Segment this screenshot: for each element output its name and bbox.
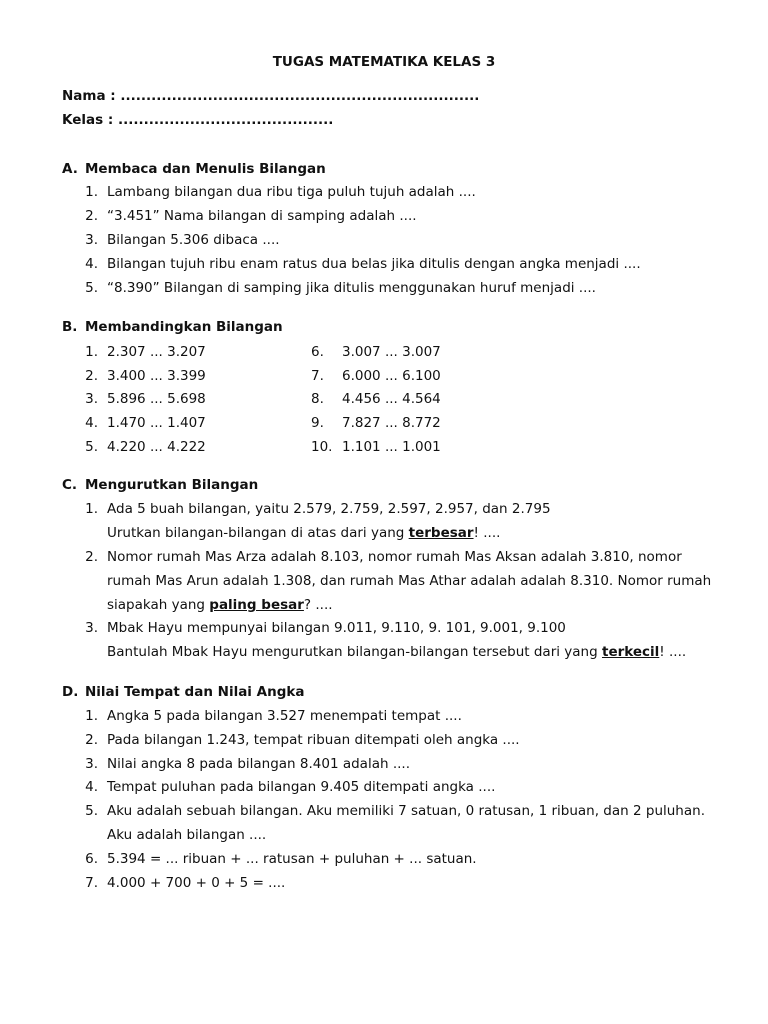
d-item-3-text: Nilai angka 8 pada bilangan 8.401 adalah .... xyxy=(107,756,410,772)
d-item-6-text: 5.394 = ... ribuan + ... ratusan + puluhan + ... satuan. xyxy=(107,851,477,867)
b-item-1-number: 1. xyxy=(85,344,98,360)
c-item-3-line1: Mbak Hayu mempunyai bilangan 9.011, 9.110, 9. 101, 9.001, 9.100 xyxy=(107,620,566,636)
d-item-7-text: 4.000 + 700 + 0 + 5 = .... xyxy=(107,875,286,891)
b-item-7-text: 6.000 ... 6.100 xyxy=(342,368,441,384)
section-c-letter: C. xyxy=(62,477,78,493)
d-item-3-number: 3. xyxy=(85,756,98,772)
d-item-5-number: 5. xyxy=(85,803,98,819)
b-item-3-number: 3. xyxy=(85,391,98,407)
a-item-2-text: “3.451” Nama bilangan di samping adalah .... xyxy=(107,208,417,224)
b-item-9-text: 7.827 ... 8.772 xyxy=(342,415,441,431)
a-item-3-number: 3. xyxy=(85,232,98,248)
b-item-8-text: 4.456 ... 4.564 xyxy=(342,391,441,407)
b-item-2-number: 2. xyxy=(85,368,98,384)
c-item-2-line1: Nomor rumah Mas Arza adalah 8.103, nomor rumah Mas Aksan adalah 3.810, nomor xyxy=(107,549,682,565)
a-item-5-text: “8.390” Bilangan di samping jika ditulis menggunakan huruf menjadi .... xyxy=(107,280,596,296)
b-item-3-text: 5.896 ... 5.698 xyxy=(107,391,206,407)
c-item-1-line2 xyxy=(107,524,500,542)
d-item-4-text: Tempat puluhan pada bilangan 9.405 ditempati angka .... xyxy=(107,779,496,795)
a-item-4-text: Bilangan tujuh ribu enam ratus dua belas jika ditulis dengan angka menjadi .... xyxy=(107,256,641,272)
b-item-6-text: 3.007 ... 3.007 xyxy=(342,344,441,360)
section-a-letter: A. xyxy=(62,161,78,177)
section-d-letter: D. xyxy=(62,684,79,700)
c-item-2-line2: rumah Mas Arun adalah 1.308, dan rumah Mas Athar adalah adalah 8.310. Nomor rumah xyxy=(107,573,712,589)
c-item-2-emphasis: paling besar xyxy=(209,597,304,613)
d-item-1-number: 1. xyxy=(85,708,98,724)
b-item-1-text: 2.307 ... 3.207 xyxy=(107,344,206,360)
kelas-field: Kelas : .......................................... xyxy=(62,112,334,128)
b-item-7-number: 7. xyxy=(311,368,324,384)
section-b-letter: B. xyxy=(62,319,78,335)
section-c-heading: Mengurutkan Bilangan xyxy=(85,477,259,493)
a-item-3-text: Bilangan 5.306 dibaca .... xyxy=(107,232,280,248)
section-d-heading: Nilai Tempat dan Nilai Angka xyxy=(85,684,305,700)
a-item-2-number: 2. xyxy=(85,208,98,224)
c-item-1-number: 1. xyxy=(85,501,98,517)
d-item-7-number: 7. xyxy=(85,875,98,891)
b-item-4-number: 4. xyxy=(85,415,98,431)
section-a-heading: Membaca dan Menulis Bilangan xyxy=(85,161,326,177)
c-item-2-line3-pre: siapakah yang xyxy=(107,597,210,613)
section-b-heading: Membandingkan Bilangan xyxy=(85,319,283,335)
c-item-3-line2-post: ! .... xyxy=(659,644,687,660)
c-item-3-line2-pre: Bantulah Mbak Hayu mengurutkan bilangan-bilangan tersebut dari yang xyxy=(107,644,602,660)
b-item-10-number: 10. xyxy=(311,439,333,455)
c-item-1-line2-pre: Urutkan bilangan-bilangan di atas dari yang xyxy=(107,525,409,541)
page-title: TUGAS MATEMATIKA KELAS 3 xyxy=(272,54,496,70)
nama-field: Nama : ...................................................................... xyxy=(62,88,480,104)
a-item-4-number: 4. xyxy=(85,256,98,272)
d-item-1-text: Angka 5 pada bilangan 3.527 menempati tempat .... xyxy=(107,708,462,724)
b-item-10-text: 1.101 ... 1.001 xyxy=(342,439,441,455)
c-item-2-line3-post: ? .... xyxy=(303,597,333,613)
b-item-2-text: 3.400 ... 3.399 xyxy=(107,368,206,384)
a-item-5-number: 5. xyxy=(85,280,98,296)
c-item-2-number: 2. xyxy=(85,549,98,565)
d-item-2-number: 2. xyxy=(85,732,98,748)
b-item-8-number: 8. xyxy=(311,391,324,407)
b-item-6-number: 6. xyxy=(311,344,324,360)
c-item-2-line3 xyxy=(107,596,333,614)
d-item-2-text: Pada bilangan 1.243, tempat ribuan ditempati oleh angka .... xyxy=(107,732,520,748)
d-item-5-line1: Aku adalah sebuah bilangan. Aku memiliki 7 satuan, 0 ratusan, 1 ribuan, dan 2 puluhan. xyxy=(107,803,705,819)
c-item-3-line2 xyxy=(107,643,686,661)
d-item-5-line2: Aku adalah bilangan .... xyxy=(107,827,267,843)
c-item-1-emphasis: terbesar xyxy=(408,525,474,541)
a-item-1-number: 1. xyxy=(85,184,98,200)
b-item-5-number: 5. xyxy=(85,439,98,455)
a-item-1-text: Lambang bilangan dua ribu tiga puluh tujuh adalah .... xyxy=(107,184,476,200)
b-item-9-number: 9. xyxy=(311,415,324,431)
c-item-1-line2-post: ! .... xyxy=(473,525,501,541)
d-item-6-number: 6. xyxy=(85,851,98,867)
d-item-4-number: 4. xyxy=(85,779,98,795)
b-item-4-text: 1.470 ... 1.407 xyxy=(107,415,206,431)
b-item-5-text: 4.220 ... 4.222 xyxy=(107,439,206,455)
c-item-1-line1: Ada 5 buah bilangan, yaitu 2.579, 2.759, 2.597, 2.957, dan 2.795 xyxy=(107,501,551,517)
c-item-3-number: 3. xyxy=(85,620,98,636)
c-item-3-emphasis: terkecil xyxy=(601,644,660,660)
